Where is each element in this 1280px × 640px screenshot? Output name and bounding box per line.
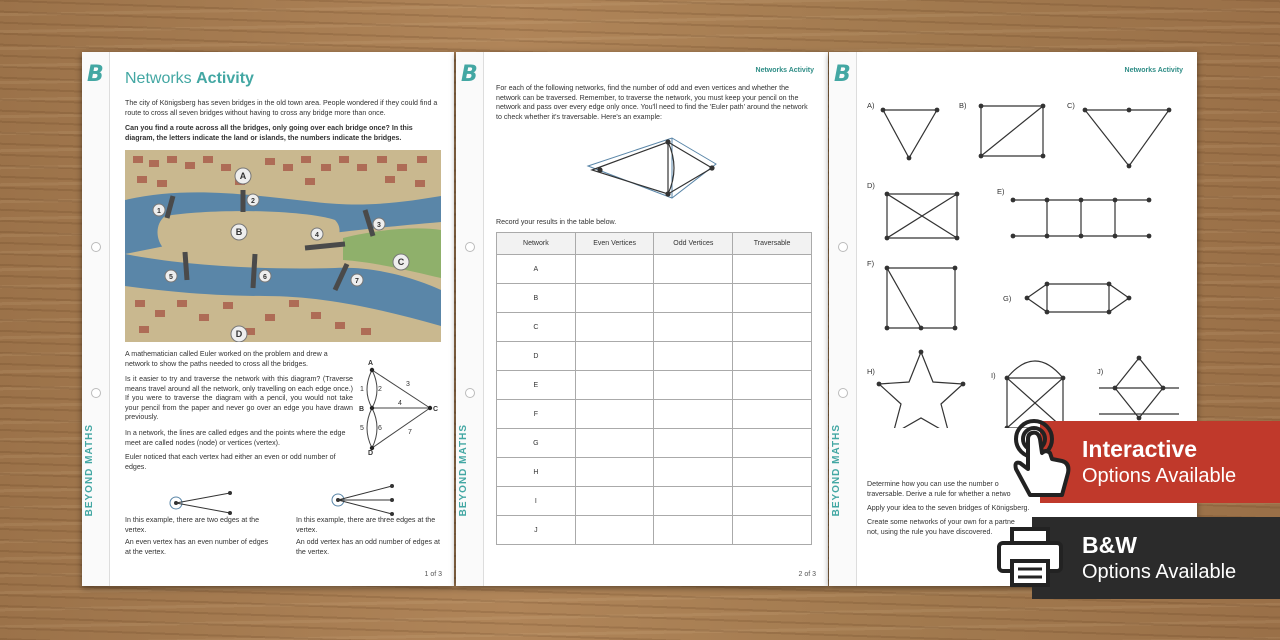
diagram-edge-1: 1 — [360, 386, 364, 393]
diagram-edge-2: 2 — [378, 386, 382, 393]
question-3-line-1: Create some networks of your own for a partne — [867, 518, 1015, 526]
brand-logo: B — [87, 62, 104, 87]
even-cell[interactable] — [575, 284, 654, 313]
even-cell[interactable] — [575, 516, 654, 545]
punch-hole — [91, 242, 101, 252]
network-label-c: C) — [1067, 101, 1075, 110]
euler-paragraph-4: Euler noticed that each vertex had either an even or odd number of edges. — [125, 453, 336, 471]
punch-hole — [838, 242, 848, 252]
map-label-c: C — [397, 257, 405, 267]
odd-cell[interactable] — [654, 313, 733, 342]
vertical-brand: BEYOND MATHS — [84, 423, 95, 516]
network-label-j: J) — [1097, 367, 1104, 376]
column-header-traversable: Traversable — [733, 233, 812, 255]
worksheet-page-1 — [82, 52, 454, 586]
odd-cell[interactable] — [654, 284, 733, 313]
column-header-odd: Odd Vertices — [654, 233, 733, 255]
network-label-i: I) — [991, 371, 996, 380]
odd-cell[interactable] — [654, 516, 733, 545]
traversable-cell[interactable] — [733, 487, 812, 516]
map-bridge-7: 7 — [355, 278, 359, 285]
network-label-f: F) — [867, 259, 875, 268]
brand-logo: B — [834, 62, 851, 87]
vertical-brand: BEYOND MATHS — [458, 423, 469, 516]
bw-options-banner[interactable] — [1032, 517, 1280, 599]
row-network-label: F — [497, 400, 576, 429]
even-cell[interactable] — [575, 255, 654, 284]
diagram-edge-3: 3 — [406, 381, 410, 388]
even-vertex-example — [168, 488, 238, 518]
column-header-even: Even Vertices — [575, 233, 654, 255]
diagram-label-c: C — [433, 406, 439, 413]
row-network-label: B — [497, 284, 576, 313]
worksheet-page-2 — [456, 52, 828, 586]
diagram-edge-5: 5 — [360, 425, 364, 432]
table-row — [497, 255, 812, 284]
table-row — [497, 516, 812, 545]
odd-cell[interactable] — [654, 487, 733, 516]
table-row — [497, 429, 812, 458]
traversable-cell[interactable] — [733, 371, 812, 400]
map-label-d: D — [235, 329, 243, 339]
map-bridge-4: 4 — [315, 232, 319, 239]
title-bold: Activity — [196, 70, 254, 87]
results-table — [496, 232, 812, 545]
question-2: Apply your idea to the seven bridges of Königsberg. — [867, 504, 1030, 512]
diagram-label-a: A — [368, 360, 374, 367]
vertical-brand: BEYOND MATHS — [831, 423, 842, 516]
printer-icon — [996, 527, 1064, 589]
network-label-a: A) — [867, 101, 875, 110]
odd-vertex-definition: An odd vertex has an odd number of edges at the vertex. — [296, 538, 440, 556]
odd-cell[interactable] — [654, 255, 733, 284]
euler-network-diagram — [358, 358, 448, 456]
interactive-options-banner[interactable] — [1040, 421, 1280, 503]
euler-paragraph-2: Is it easier to try and traverse the network with this diagram? (Traverse means travel around all the network, only travelling on each edge once.) If you were to traverse the diagram with a pencil, you would not take your pencil from the paper and never go over an edge you have drawn previously. — [125, 375, 353, 422]
even-cell[interactable] — [575, 400, 654, 429]
question-3-line-2: not, using the rule you have discovered. — [867, 527, 993, 536]
network-diagrams — [859, 88, 1195, 428]
instructions-text: For each of the following networks, find the number of odd and even vertices and whether the network can be traversed. Remember, to traverse the network, you must keep your pencil on the network and pass over every edge only once. You'll need to find the 'Euler path' around the network to check whether it's traversable. Here's an example: — [496, 84, 808, 121]
even-cell[interactable] — [575, 487, 654, 516]
page-margin — [829, 52, 857, 586]
network-label-b: B) — [959, 101, 967, 110]
odd-cell[interactable] — [654, 429, 733, 458]
question-1-line-1: Determine how you can use the number o — [867, 480, 999, 488]
column-header-network: Network — [497, 233, 576, 255]
table-row — [497, 313, 812, 342]
page-margin — [82, 52, 110, 586]
example-network — [582, 134, 724, 204]
map-bridge-2: 2 — [251, 198, 255, 205]
brand-logo: B — [461, 62, 478, 87]
diagram-edge-6: 6 — [378, 425, 382, 432]
title-plain: Networks — [125, 70, 197, 87]
even-cell[interactable] — [575, 342, 654, 371]
network-label-e: E) — [997, 187, 1005, 196]
touch-hand-icon — [1012, 417, 1074, 503]
odd-cell[interactable] — [654, 342, 733, 371]
interactive-title: Interactive — [1082, 436, 1198, 462]
euler-paragraph-1: A mathematician called Euler worked on the problem and drew a network to show the paths needed to cross all the bridges. — [125, 350, 328, 368]
konigsberg-map — [125, 150, 441, 342]
network-label-h: H) — [867, 367, 875, 376]
map-bridge-1: 1 — [157, 208, 161, 215]
network-label-g: G) — [1003, 294, 1012, 303]
page-title — [125, 70, 254, 88]
page-margin — [456, 52, 484, 586]
record-instruction: Record your results in the table below. — [496, 218, 617, 226]
results-table-body — [497, 255, 812, 545]
traversable-cell[interactable] — [733, 284, 812, 313]
map-label-b: B — [235, 227, 243, 237]
diagram-edge-7: 7 — [408, 429, 412, 436]
table-row — [497, 284, 812, 313]
map-label-a: A — [239, 171, 247, 181]
traversable-cell[interactable] — [733, 313, 812, 342]
odd-cell[interactable] — [654, 458, 733, 487]
even-vertex-definition: An even vertex has an even number of edges at the vertex. — [125, 538, 269, 556]
even-cell[interactable] — [575, 313, 654, 342]
row-network-label: E — [497, 371, 576, 400]
table-row — [497, 371, 812, 400]
interactive-text — [1082, 435, 1236, 489]
traversable-cell[interactable] — [733, 400, 812, 429]
row-network-label: D — [497, 342, 576, 371]
row-network-label: C — [497, 313, 576, 342]
even-cell[interactable] — [575, 429, 654, 458]
bw-title: B&W — [1082, 532, 1137, 558]
map-bridge-3: 3 — [377, 222, 381, 229]
even-cell[interactable] — [575, 371, 654, 400]
even-cell[interactable] — [575, 458, 654, 487]
table-row — [497, 458, 812, 487]
bw-subtitle: Options Available — [1082, 561, 1237, 583]
euler-paragraph-3: In a network, the lines are called edges and the points where the edge meet are called nodes (node) or vertices (vertex). — [125, 429, 346, 447]
interactive-subtitle: Options Available — [1082, 465, 1237, 487]
row-network-label: H — [497, 458, 576, 487]
punch-hole — [465, 388, 475, 398]
row-network-label: G — [497, 429, 576, 458]
punch-hole — [91, 388, 101, 398]
odd-example-text: In this example, there are three edges at the vertex. — [296, 516, 436, 534]
table-row — [497, 400, 812, 429]
odd-vertex-example — [328, 480, 398, 520]
traversable-cell[interactable] — [733, 342, 812, 371]
row-network-label: I — [497, 487, 576, 516]
odd-cell[interactable] — [654, 371, 733, 400]
map-bridge-5: 5 — [169, 274, 173, 281]
diagram-label-d: D — [368, 450, 374, 456]
punch-hole — [465, 242, 475, 252]
diagram-label-b: B — [359, 406, 365, 413]
traversable-cell[interactable] — [733, 255, 812, 284]
diagram-edge-4: 4 — [398, 400, 402, 407]
map-bridge-6: 6 — [263, 274, 267, 281]
question-text: Can you find a route across all the bridges, only going over each bridge once? In this diagram, the letters indicate the land or islands, the numbers indicate the bridges. — [125, 124, 413, 142]
page-number: 1 of 3 — [424, 571, 442, 578]
page-header: Networks Activity — [755, 67, 814, 74]
network-label-d: D) — [867, 181, 875, 190]
page-header: Networks Activity — [1124, 67, 1183, 74]
punch-hole — [838, 388, 848, 398]
even-example-text: In this example, there are two edges at the vertex. — [125, 516, 260, 534]
row-network-label: J — [497, 516, 576, 545]
table-row — [497, 342, 812, 371]
traversable-cell[interactable] — [733, 429, 812, 458]
table-row — [497, 487, 812, 516]
odd-cell[interactable] — [654, 400, 733, 429]
page-number: 2 of 3 — [798, 571, 816, 578]
question-1-line-2: traversable. Derive a rule for whether a netwo — [867, 489, 1011, 498]
traversable-cell[interactable] — [733, 516, 812, 545]
worksheet-page-3 — [829, 52, 1197, 586]
traversable-cell[interactable] — [733, 458, 812, 487]
row-network-label: A — [497, 255, 576, 284]
bw-text — [1082, 531, 1236, 585]
intro-text: The city of Königsberg has seven bridges in the old town area. People wondered if they could find a route to cross all seven bridges without having to cross any bridge more than once. — [125, 99, 438, 117]
